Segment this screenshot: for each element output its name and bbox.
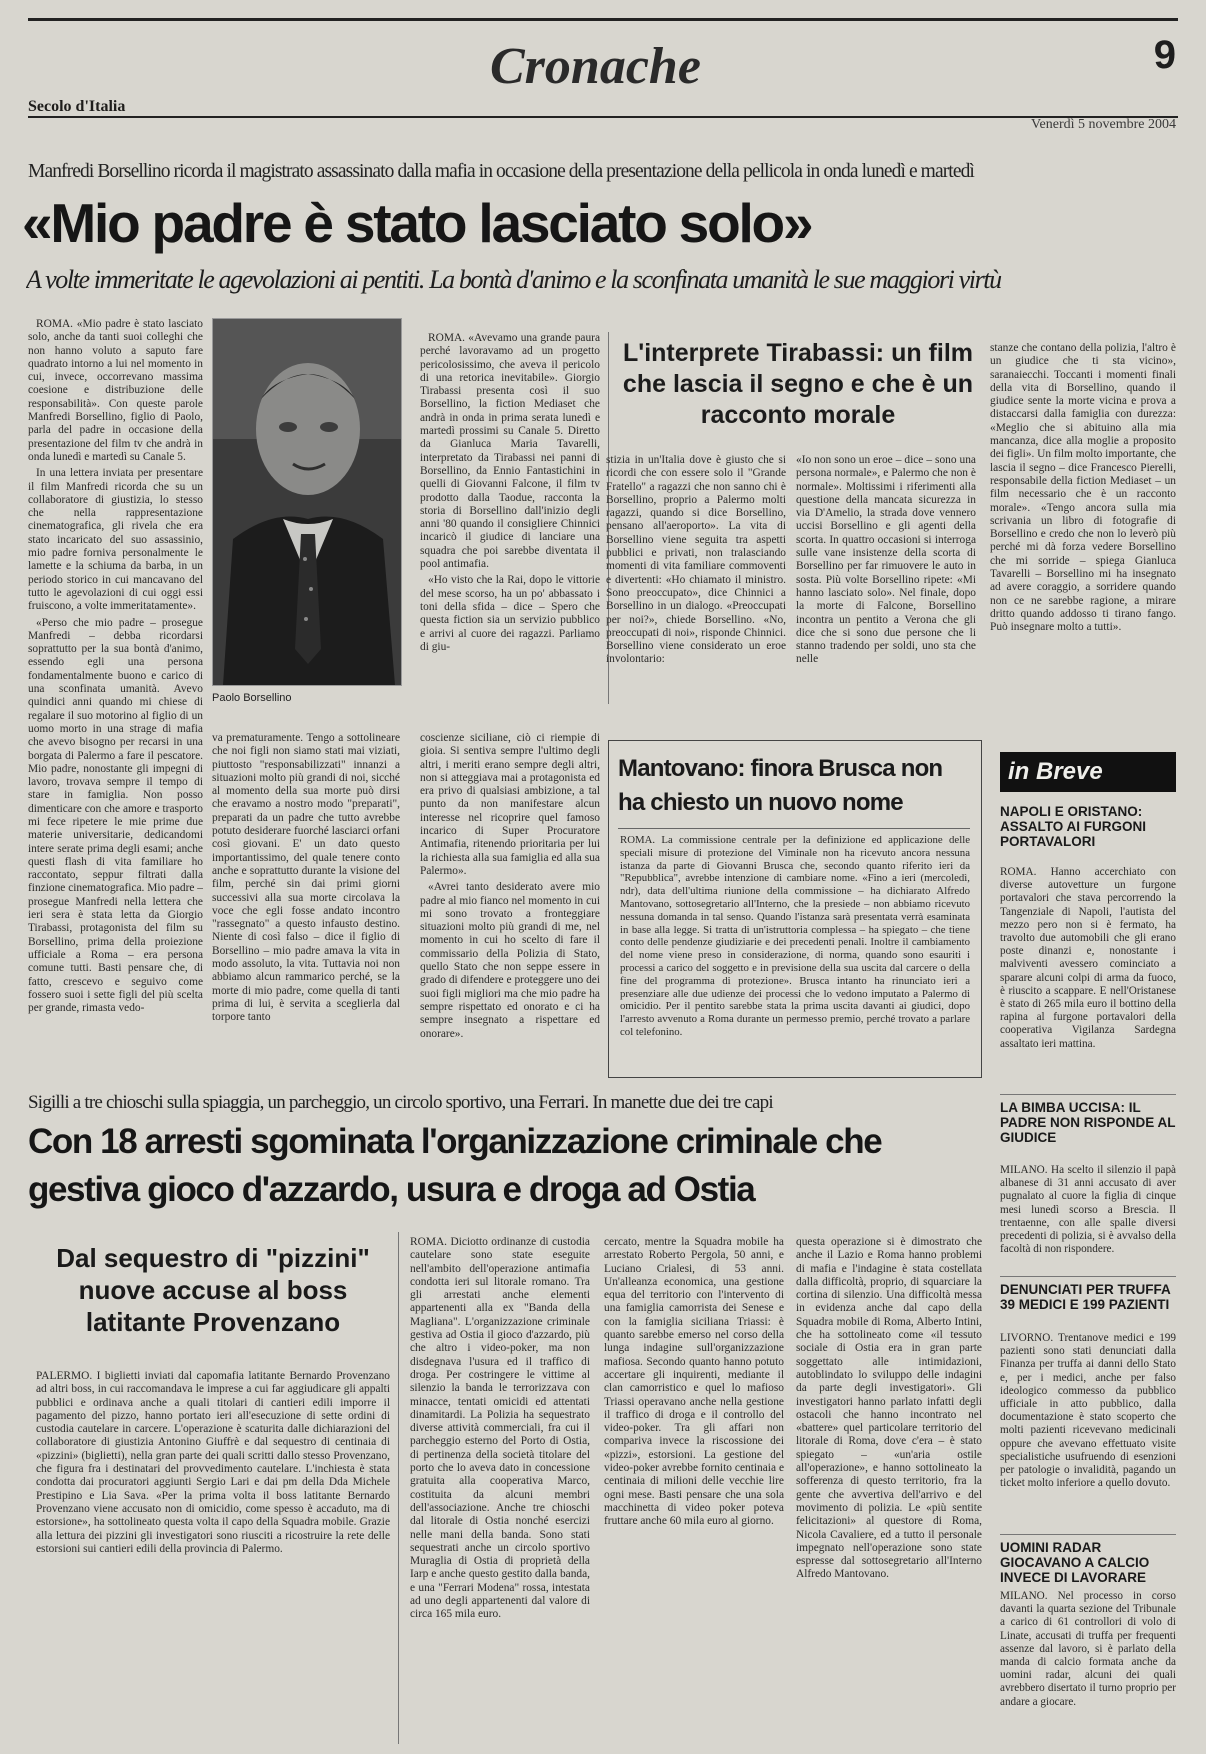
story3-rule	[618, 828, 970, 829]
borsellino-photo	[213, 319, 401, 685]
breve-divider-2	[1000, 1276, 1176, 1277]
story1-subhead: A volte immeritate le agevolazioni ai pentiti. La bontà d'animo e la sconfinata umanità le sue maggiori virtù	[26, 265, 1001, 294]
story2-column-2	[796, 454, 976, 704]
story2-col2-text: «Io non sono un eroe – dice – sono una persona normale», e Palermo che non è normale». Moltissimi i riferimenti alla questione della mancata sicurezza in via D'Amelio, la strada dove vennero uccisi Borsellino e gli agenti della scorta. In quattro occasioni si interroga sulle vane insistenze della scorta di Borsellino per far rimuovere le auto in sosta. Più volte Borsellino ripete: «Mi hanno lasciato solo». Nel finale, dopo la morte di Falcone, Borsellino incontra un pentito a Verona che gli dice che si sono due persone che li stanno tradendo per soldi, uno sta che nelle	[796, 454, 976, 666]
story4-column-3	[796, 1236, 982, 1740]
story4-col1-text: ROMA. Diciotto ordinanze di custodia cautelare sono state eseguite nell'ambito dell'operazione antimafia condotta ieri sul litorale romano. Tra gli arrestati anche elementi appartenenti alla ex "Banda della Magliana". L'organizzazione criminale gestiva ad Ostia il gioco d'azzardo, più che altro i video-poker, ma non disdegnava l'usura ed il traffico di droga. Per costringere le vittime al silenzio la banda le terrorizzava con minacce, tentati omicidi ed attentati dinamitardi. La Polizia ha sequestrato diverse attività commerciali, fra cui il parcheggio esterno del Porto di Ostia, di pertinenza della società titolare del porto che lo aveva dato in concessione gratuita alla cooperativa Marco, costituita da alcuni membri dell'associazione. Anche tre chioschi dal litorale di Ostia nonché esercizi nelle mani della banda. Sono stati sequestrati anche un circolo sportivo Muraglia di Ostia di proprietà della Iarp e anche questo gestito dalla banda, e una "Ferrari Modena" rossa, intestata ad uno degli appartenenti dal valore di circa 165 mila euro.	[410, 1236, 590, 1621]
story5-text: PALERMO. I biglietti inviati dal capomafia latitante Bernardo Provenzano ad altri boss, in cui raccomandava le imprese a cui far aggiudicare gli appalti pubblici e ordinava anche a quali titolari di cantieri edili imporre il pagamento del pizzo, hanno portato ieri all'esecuzione di sette ordini di custodia cautelare in carcere. L'operazione è scaturita dalle dichiarazioni del collaboratore di giustizia Antonino Giuffrè e dal sequestro di centinaia di «pizzini» (biglietti), nella gran parte dei quali scritti dallo stesso Provenzano, che figura fra i destinatari del provvedimento cautelare. L'inchiesta è stata condotta dai procuratori aggiunti Sergio Lari e dai pm della Dda Michele Prestipino e Lia Sava. «Per la prima volta il boss latitante Bernardo Provenzano viene accusato non di omicidio, come spesso è accaduto, ma di estorsione», ha sottolineato questa volta il capo della Squadra mobile. Grazie alla lettura dei pizzini gli investigatori sono riusciti a ricostruire la rete delle estorsioni sui cantieri edili della provincia di Palermo.	[36, 1370, 390, 1555]
story2-col1-text: stizia in un'Italia dove è giusto che si ricordi che con essere solo il "Grande Fratello" a ragazzi che non sanno chi è Borsellino, proprio a Palermo molti ragazzi, quando si dice Borsellino, pensano all'aeroporto». La vita di Borsellino viene seguita tra aspetti pubblici e privati, non tralasciando momenti di vita familiare commoventi e divertenti: «Ho chiamato il ministro. Sono preoccupato», dice Chinnici a Borsellino in un dialogo. «Preoccupati per noi?», chiede Borsellino. «No, preoccupati di noi», risponde Chinnici. Borsellino viene considerato un eroe involontario:	[606, 454, 786, 666]
breve-item-2-text: MILANO. Ha scelto il silenzio il papà albanese di 31 anni accusato di aver pugnalato al cuore la figlia di cinque mesi lunedì scorso a Brescia. Il trentaenne, con alle spalle diversi precedenti di polizia, si è avvalso della facoltà di non rispondere.	[1000, 1164, 1176, 1256]
story5-headline: Dal sequestro di "pizzini" nuove accuse al boss latitante Provenzano	[56, 1243, 370, 1337]
breve-item-2-title	[1000, 1100, 1176, 1160]
story3-headline: Mantovano: finora Brusca non ha chiesto un nuovo nome	[618, 755, 943, 816]
story2-column-1	[606, 454, 786, 704]
story4-kicker: Sigilli a tre chioschi sulla spiaggia, un parcheggio, un circolo sportivo, una Ferrari. In manette due dei tre capi	[28, 1092, 773, 1113]
photo-frame	[212, 318, 402, 686]
story5-body	[36, 1370, 390, 1740]
story1-col1-p3: «Perso che mio padre – prosegue Manfredi – debba ricordarsi soprattutto per la sua bontà d'animo, essendo egli una persona fondamentalmente buono e carico di una sconfinata umanità. Avevo quindici anni quando mi chiese di regalare il suo motorino al figlio di un uomo morto in una strage di mafia che avevo bisogno per recarsi in una borgata di Palermo a fare il pescatore. Mio padre, nonostante gli impegni di lavoro, trovava sempre il tempo di stare in famiglia. Non posso dimenticare con che amore e trasporto mi fece ripetere le mie prime due materie universitarie, dedicandomi intere serate prima degli esami; anche questi flash di vita familiare ho raccontato, seppur filtrati dalla finzione cinematografica. Mio padre – prosegue Manfredi nella lettera che ieri sera è stata letta da Giorgio Tirabassi, protagonista del film su Borsellino, prima della proiezione ufficiale a Roma – era persona comune tutti. Basti pensare che, di fatto, crescevo e seguivo come fossero suoi i sette figli del più scelta per grande, rimasta vedo-	[28, 616, 203, 1015]
breve-label: in Breve	[1008, 758, 1103, 785]
breve-item-4-heading: UOMINI RADAR GIOCAVANO A CALCIO INVECE DI LAVORARE	[1000, 1540, 1150, 1585]
breve-item-1-heading: NAPOLI E ORISTANO: ASSALTO AI FURGONI PORTAVALORI	[1000, 804, 1147, 849]
breve-item-4-title	[1000, 1540, 1176, 1588]
breve-item-1-text: ROMA. Hanno accerchiato con diverse autovetture un furgone portavalori che stava percorrendo la Tangenziale di Napoli, l'autista del mezzo pero non si è fermato, ha travolto due automobili che gli erano poste dinanzi e, nonostante i malviventi avessero cominciato a sparare alcuni colpi di arma da fuoco, è riuscito a scappare. E nell'Oristanese è stato di 265 mila euro il bottino della rapina al furgone portavalori della cooperativa Vigilanza Sardegna assaltato ieri mattina.	[1000, 866, 1176, 1050]
story1-col4-p1: coscienze siciliane, ciò ci riempie di gioia. Si sentiva sempre l'ultimo degli altri, i meriti erano sempre degli altri, non si atteggiava mai a protagonista ed era privo di qualsiasi ambizione, a tal punto da non manifestare alcun interesse nel ricoprire quel famoso incarico di Super Procuratore Antimafia, ritenendo prioritaria per lui la richiesta alla sua famiglia ed alla sua Palermo».	[420, 732, 600, 877]
story2-col3-text: stanze che contano della polizia, l'altro è un giudice che ti sta vicino», saranaiecchi. Toccanti i momenti finali della vita di Borsellino, quando il giudice sente la morte vicina e prova a distaccarsi dalla famiglia con durezza: «Meglio che si abituino alla mia mancanza, dice alla moglie a proposito dei figli». Un film molto importante, che lascia il segno – dice Francesco Pierelli, responsabile della fiction Mediaset – un film necessario che è un racconto morale». «Tengo ancora sulla mia scrivania un libro di fotografie di Borsellino e credo che non lo leverò più perché mi dà forza vedere Borsellino che mi sorride – spiega Gianluca Tavarelli – Borsellino mi ha insegnato ad avere coraggio, a sorridere quando non ce ne sarebbe ragione, a mirare dritto quando addosso ti tirano fango. Può insegnare molto a tutti».	[990, 342, 1176, 634]
story4-headline: Con 18 arresti sgominata l'organizzazione criminale che gestiva gioco d'azzardo, usura e droga ad Ostia	[28, 1122, 882, 1209]
story1-col2-p1: va prematuramente. Tengo a sottolineare che noi figli non siamo stati mai viziati, piuttosto "responsabilizzati" innanzi a situazioni molto più grandi di noi, sicché al momento della sua morte può dirsi che eravamo a nostro modo "preparati", preparati da un padre che tutto avrebbe potuto desiderare fuorché lasciarci orfani così giovani. E' un dato questo importantissimo, del quale tenere conto anche e soprattutto durante la visione del film, perché sin dai primi giorni successivi alla sua morte circolava la voce che egli fosse andato incontro "rassegnato" a questo infausto destino. Niente di così falso – dice il figlio di Borsellino – mio padre amava la vita in modo assoluto, la vita. Tuttavia noi non abbiamo alcun rammarico perché, se la morte di mio padre, come quella di tanti prima di lui, è servita a sceglierla dal torpore tanto	[212, 732, 400, 1024]
story1-col1-p1: ROMA. «Mio padre è stato lasciato solo, anche da tanti suoi colleghi che non hanno voluto a saputo fare quadrato intorno a lui nel momento in cui, invece, occorrevano massima coesione e distribuzione delle responsabilità». Con queste parole Manfredi Borsellino, figlio di Paolo, parla del padre in occasione della presentazione del film tv che andrà in onda lunedì e martedì su Canale 5.	[28, 318, 203, 463]
top-rule	[28, 18, 1178, 21]
breve-item-1-title	[1000, 804, 1176, 864]
story3-body	[620, 834, 970, 1068]
breve-item-2-heading: LA BIMBA UCCISA: IL PADRE NON RISPONDE AL GIUDICE	[1000, 1100, 1176, 1145]
photo-caption: Paolo Borsellino	[212, 692, 292, 704]
breve-divider-1	[1000, 1094, 1176, 1095]
story4-col3-text: questa operazione si è dimostrato che anche il Lazio e Roma hanno problemi di mafia e l'indagine è stata costellata dalla difficoltà, proprio, di squarciare la cortina di silenzio. Una difficoltà messa in evidenza anche dal capo della Squadra mobile di Roma, Alberto Intini, che ha sottolineato come «il tessuto sociale di Ostia era in gran parte soggettato alle intimidazioni, autoblindato lo sviluppo delle indagini da parte degli investigatori». Gli investigatori hanno parlato infatti degli ostacoli che hanno incontrato nel «battere» quel particolare territorio del litorale di Roma, dove c'era – è stato spiegato – «un'aria ostile all'operazione», e hanno sottolineato la sofferenza di questo territorio, fra la gente che avvertiva dell'arrivo e del movimento di polizia. Le «più sentite felicitazioni» al questore di Roma, Nicola Cavaliere, ed a tutto il personale impegnato nell'operazione sono state espresse dal sottosegretario all'Interno Alfredo Mantovano.	[796, 1236, 982, 1581]
breve-item-4-text: MILANO. Nel processo in corso davanti la quarta sezione del Tribunale a carico di 61 controllori di volo di Linate, accusati di truffa per frequenti assenze dal lavoro, si è parlato della manda di calcio formata anche da uomini radar, alcuni dei quali avrebbero disertato il turno proprio per andare a giocare.	[1000, 1590, 1176, 1708]
story1-column-3	[420, 332, 600, 704]
story1-kicker: Manfredi Borsellino ricorda il magistrato assassinato dalla mafia in occasione della presentazione della pellicola in onda lunedì e martedì	[28, 161, 974, 182]
story4-col2-text: cercato, mentre la Squadra mobile ha arrestato Roberto Pergola, 50 anni, e Luciano Crialesi, di 53 anni. Un'alleanza economica, una gestione equa del territorio con l'intervento di una famiglia camorrista dei Senese e con la famiglia siciliana Triassi: è quanto sarebbe emerso nel corso della lunga indagine sull'organizzazione mafiosa. Secondo quanto hanno potuto accertare gli inquirenti, mediante il clan camorristico e quel lo mafioso Triassi operavano anche nella gestione il traffico di droga e il controllo del video-poker. Tra gli affari non compariva invece la riscossione dei «pizzi», estorsioni. La gestione del video-poker avrebbe fornito centinaia e centinaia di milioni delle vecchie lire ogni mese. Basti pensare che una sola macchinetta di video poker poteva fruttare anche 60 mila euro al giorno.	[604, 1236, 784, 1528]
paper-name: Secolo d'Italia	[28, 98, 126, 115]
story1-col3-p2: «Ho visto che la Rai, dopo le vittorie del mese scorso, ha un po' abbassato i toni della sfida – dice – Spero che questa fiction sia un servizio pubblico e arrivi al cuore dei ragazzi. Parliamo di giu-	[420, 574, 600, 653]
story4-column-1	[410, 1236, 590, 1740]
story3-text: ROMA. La commissione centrale per la definizione ed applicazione delle speciali misure di protezione del Viminale non ha ricevuto ancora nessuna istanza da parte di Giovanni Brusca che, secondo quanto riferito ieri da "Repubblica", avrebbe intenzione di cambiare nome. «Fino a ieri (mercoledì, ndr), data dell'ultima riunione della commissione – ha dichiarato Alfredo Mantovano, sottosegretario all'Interno, che la presiede – non abbiamo ricevuto nessuna domanda in tal senso. Quando l'istanza sarà presentata verrà esaminata in base alla legge. Si tratta di un'istruttoria complessa – ha spiegato – che tiene conto delle pendenze giudiziarie e dei precedenti penali. Inoltre il cambiamento del nome viene preso in considerazione, di norma, quando sono esauriti i processi a carico del soggetto e in previsione della sua uscita dal carcere o della fine del programma di protezione». Brusca intanto ha rinunciato ieri a presenziare alle due udienze dei processi che lo vedono imputato a Palermo di omicidio. Per il pentito sarebbe stata la prima uscita davanti ai giudici, dopo l'arresto avvenuto a Roma durante un permesso premio, perché trovato a parlare col telefonino.	[620, 834, 970, 1038]
section-title: Cronache	[490, 38, 701, 95]
breve-divider-3	[1000, 1534, 1176, 1535]
story2-headline: L'interprete Tirabassi: un film che lascia il segno e che è un racconto morale	[622, 339, 974, 429]
story1-col4-p2: «Avrei tanto desiderato avere mio padre al mio fianco nel momento in cui mi sono trovato a fronteggiare situazioni molto più grandi di me, nel momento in cui ho scelto di fare il commissario della Polizia di Stato, quello Stato che non seppe essere in grado di difendere e proteggere uno dei suoi figli migliori ma che mio padre ha sempre rispettato ed onorato e ci ha sempre insegnato a rispettare ed onorare».	[420, 881, 600, 1040]
breve-item-3-heading: DENUNCIATI PER TRUFFA 39 MEDICI E 199 PAZIENTI	[1000, 1282, 1171, 1312]
issue-date: Venerdì 5 novembre 2004	[1030, 117, 1176, 132]
page-number: 9	[1153, 33, 1176, 77]
story1-headline: «Mio padre è stato lasciato solo»	[22, 192, 812, 254]
story4-column-2	[604, 1236, 784, 1740]
story1-col3-p1: ROMA. «Avevamo una grande paura perché lavoravamo ad un progetto pericolosissimo, che aveva il pericolo di una retorica inevitabile». Giorgio Tirabassi presenta così il suo Borsellino, la fiction Mediaset che andrà in onda in prima serata lunedì e martedì prossimi su Canale 5. Diretto da Gianluca Maria Tavarelli, interpretato da Tirabassi nei panni di Borsellino, da Ennio Fantastichini in quelli di Giovanni Falcone, il film tv prodotto dalla Taodue, racconta la storia di Borsellino dall'inizio degli anni '80 quando il consigliere Chinnici incaricò il giudice di lanciare una squadra che poi sarebbe diventata il pool antimafia.	[420, 332, 600, 571]
story2-column-3	[990, 342, 1176, 704]
breve-item-3-title	[1000, 1282, 1176, 1330]
breve-item-3-text: LIVORNO. Trentanove medici e 199 pazienti sono stati denunciati dalla Finanza per truffa ai danni dello Stato e, per i medici, anche per falso ideologico commesso da pubblico ufficiale in atto pubblico, dalla documentazione è stato scoperto che molti pazienti ricevevano medicinali oppure che avevano effettuato visite specialistiche usufruendo di esenzioni per patologie o invalidità, pagando un ticket molto inferiore a quello dovuto.	[1000, 1332, 1176, 1490]
story1-col1-p2: In una lettera inviata per presentare il film Manfredi ricorda che su un collaboratore di giustizia, lo stesso che nella rappresentazione cinematografica, gli rivela che era stato incaricato del suo assassinio, mio padre forniva personalmente le lamette e la schiuma da barba, in un periodo storico in cui mancavano del tutto le agevolazioni di cui oggi essi fruiscono, a volte immeritatamente».	[28, 467, 203, 613]
